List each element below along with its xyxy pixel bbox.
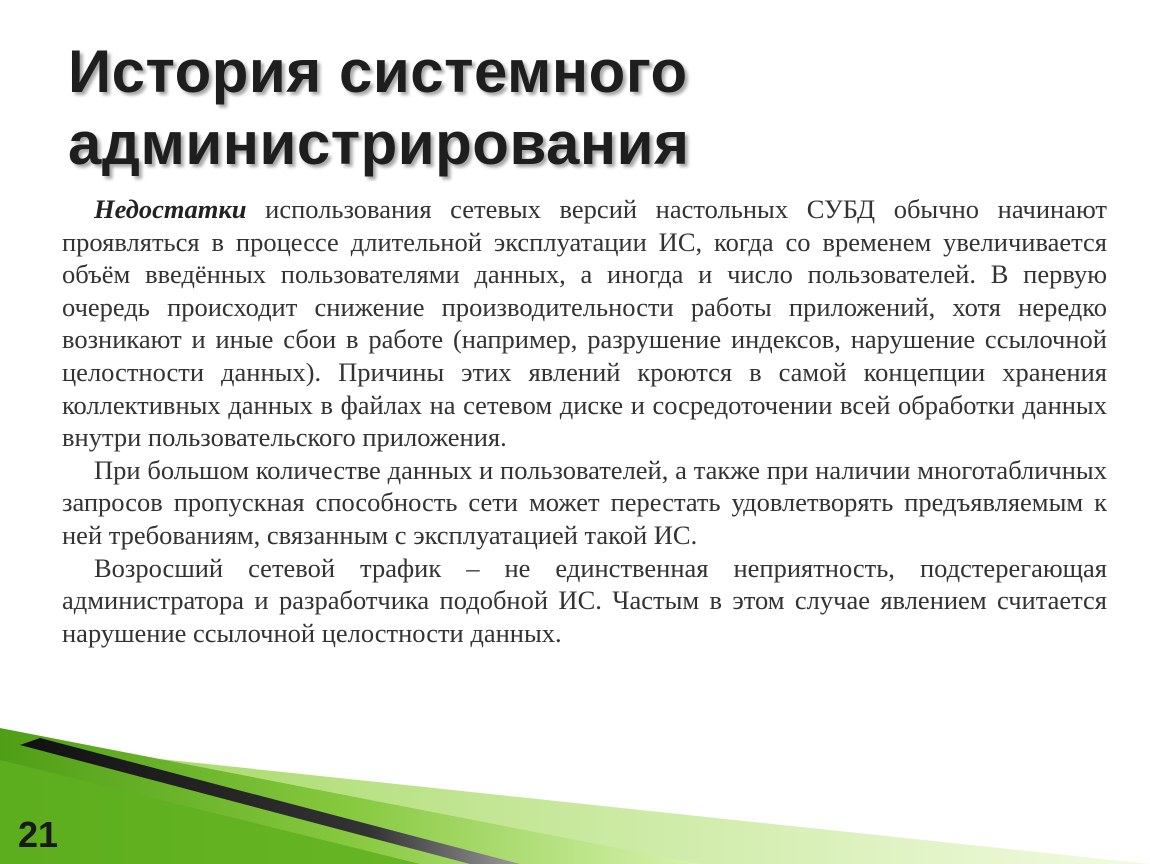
title-line-1: История системного (68, 38, 688, 105)
paragraph-1-text: использования сетевых версий настольных СУБД обычно начинают проявляться в процессе длительной эксплуатации ИС, когда со временем увеличивается объём введённых пользователями данных, а иногда и число пользователей. В первую очередь происходит снижение производительности работы приложений, хотя нередко возникают и иные сбои в работе (например, разрушение индексов, нарушение ссылочной целостности данных). Причины этих явлений кроются в самой концепции хранения коллективных данных в файлах на сетевом диске и сосредоточении всей обработки данных внутри пользовательского приложения. (62, 194, 1107, 453)
paragraph-1 (62, 193, 1107, 454)
title-line-2: администрирования (68, 110, 690, 177)
slide-body (62, 193, 1107, 649)
page-number: 21 (18, 814, 59, 855)
paragraph-2: При большом количестве данных и пользователей, а также при наличии многотабличных запросов пропускная способность сети может перестать удовлетворять предъявляемым к ней требованиям, связанным с эксплуатацией такой ИС. (62, 454, 1107, 550)
slide-title (68, 36, 1068, 180)
emphasis-text: Недостатки (94, 194, 247, 224)
paragraph-3: Возросший сетевой трафик – не единственная неприятность, подстерегающая администратора и разработчика подобной ИС. Частым в этом случае явлением считается нарушение ссылочной целостности данных. (62, 552, 1107, 648)
